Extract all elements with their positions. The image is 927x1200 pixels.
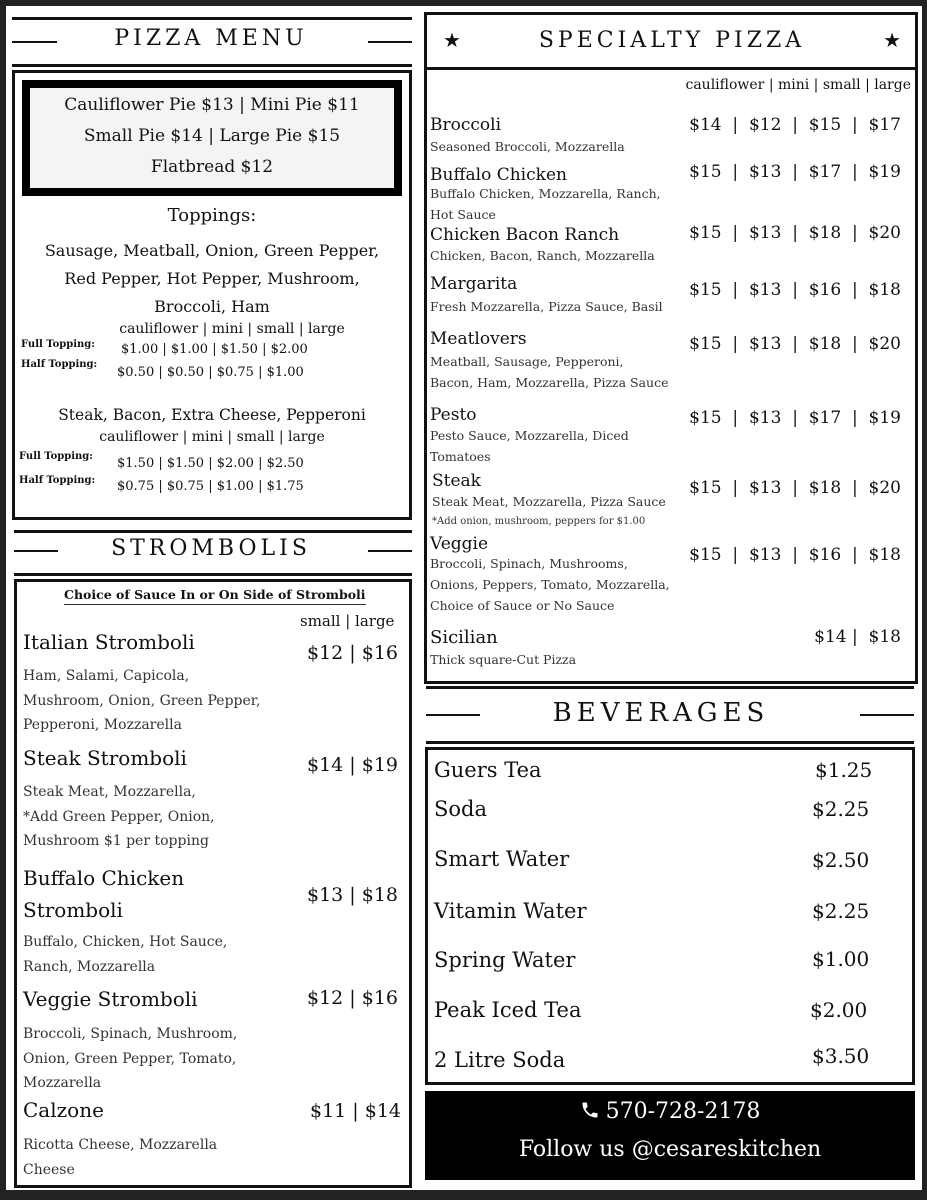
desc-line: Choice of Sauce or No Sauce bbox=[430, 598, 615, 613]
divider bbox=[426, 741, 914, 744]
divider bbox=[426, 714, 480, 716]
specialty-name: Sicilian bbox=[430, 627, 498, 648]
divider bbox=[368, 41, 412, 43]
specialty-desc bbox=[430, 553, 670, 616]
full-topping-label: Full Topping: bbox=[21, 339, 95, 350]
specialty-box bbox=[424, 67, 918, 684]
toppings-heading: Toppings: bbox=[167, 205, 257, 226]
desc-line: *Add Green Pepper, Onion, bbox=[23, 808, 215, 825]
contact-footer bbox=[425, 1091, 915, 1180]
stromboli-price: $12 | $16 bbox=[307, 642, 399, 664]
beverage-price: $3.50 bbox=[812, 1044, 870, 1068]
full-topping-label: Full Topping: bbox=[19, 451, 93, 462]
stromboli-name bbox=[23, 862, 184, 926]
premium-size-header: cauliflower | mini | small | large bbox=[99, 429, 325, 445]
half-topping-label: Half Topping: bbox=[21, 359, 98, 370]
specialty-note: *Add onion, mushroom, peppers for $1.00 bbox=[432, 516, 646, 527]
strombolis-box bbox=[14, 579, 412, 1188]
desc-line: Cheese bbox=[23, 1161, 75, 1178]
left-column bbox=[6, 6, 416, 1190]
stromboli-desc bbox=[23, 780, 215, 854]
base-price-line: Flatbread $12 bbox=[150, 157, 274, 177]
specialty-price: $14 | $18 bbox=[814, 627, 901, 647]
beverage-price: $2.00 bbox=[810, 998, 868, 1022]
stromboli-name: Calzone bbox=[23, 1098, 104, 1122]
divider bbox=[426, 686, 914, 689]
specialty-price: $15 | $13 | $16 | $18 bbox=[689, 280, 901, 300]
beverage-name: Spring Water bbox=[434, 948, 576, 972]
beverages-title: BEVERAGES bbox=[552, 698, 770, 728]
regular-toppings-list bbox=[15, 237, 409, 321]
divider bbox=[14, 550, 58, 552]
beverage-price: $1.00 bbox=[812, 947, 870, 971]
beverage-price: $2.25 bbox=[812, 797, 870, 821]
beverage-name: Peak Iced Tea bbox=[434, 998, 582, 1022]
specialty-price: $15 | $13 | $17 | $19 bbox=[689, 162, 901, 182]
desc-line: Meatball, Sausage, Pepperoni, bbox=[430, 354, 624, 369]
divider bbox=[368, 550, 412, 552]
phone-number[interactable]: 570-728-2178 bbox=[605, 1099, 761, 1124]
right-column bbox=[416, 6, 922, 1190]
desc-line: Mushroom, Onion, Green Pepper, bbox=[23, 692, 261, 709]
desc-line: Buffalo, Chicken, Hot Sauce, bbox=[23, 934, 228, 950]
desc-line: Bacon, Ham, Mozzarella, Pizza Sauce bbox=[430, 375, 669, 390]
star-icon: ★ bbox=[443, 28, 461, 52]
desc-line: Pepperoni, Mozzarella bbox=[23, 717, 182, 733]
beverage-name: Vitamin Water bbox=[434, 899, 587, 923]
desc-line: Buffalo Chicken, Mozzarella, Ranch, bbox=[430, 186, 661, 201]
specialty-price: $15 | $13 | $18 | $20 bbox=[689, 223, 901, 243]
desc-line: Thick square-Cut Pizza bbox=[430, 652, 577, 667]
desc-line: Steak Meat, Mozzarella, bbox=[23, 784, 196, 800]
beverage-name: Guers Tea bbox=[434, 758, 542, 782]
desc-line: Fresh Mozzarella, Pizza Sauce, Basil bbox=[430, 299, 663, 314]
premium-toppings-list: Steak, Bacon, Extra Cheese, Pepperoni bbox=[58, 406, 366, 424]
full-topping-prices: $1.50 | $1.50 | $2.00 | $2.50 bbox=[117, 456, 304, 471]
desc-line: Mushroom $1 per topping bbox=[23, 833, 209, 849]
stromboli-name: Italian Stromboli bbox=[23, 630, 195, 654]
beverage-name: Soda bbox=[434, 797, 487, 821]
specialty-desc bbox=[430, 351, 669, 393]
specialty-desc bbox=[430, 136, 625, 157]
desc-line: Onions, Peppers, Tomato, Mozzarella, bbox=[430, 577, 670, 592]
desc-line: Ham, Salami, Capicola, bbox=[23, 668, 190, 684]
social-handle[interactable]: Follow us @cesareskitchen bbox=[518, 1137, 822, 1162]
desc-line: Ricotta Cheese, Mozzarella bbox=[23, 1137, 218, 1153]
beverage-name: Smart Water bbox=[434, 847, 570, 871]
stromboli-price: $14 | $19 bbox=[307, 754, 399, 776]
specialty-desc bbox=[430, 425, 629, 467]
stromboli-price: $13 | $18 bbox=[307, 884, 399, 906]
specialty-price: $15 | $13 | $18 | $20 bbox=[689, 334, 901, 354]
beverages-box bbox=[425, 747, 915, 1085]
stromboli-name: Veggie Stromboli bbox=[23, 987, 198, 1011]
pizza-menu-box bbox=[12, 70, 412, 520]
beverage-name: 2 Litre Soda bbox=[434, 1048, 566, 1072]
specialty-name: Margarita bbox=[430, 274, 518, 294]
divider bbox=[14, 530, 412, 533]
stromboli-desc bbox=[23, 930, 227, 979]
specialty-name: Pesto bbox=[430, 405, 477, 425]
beverage-price: $2.50 bbox=[812, 848, 870, 872]
stromboli-desc bbox=[23, 664, 260, 738]
specialty-size-header: cauliflower | mini | small | large bbox=[685, 77, 911, 93]
full-topping-prices: $1.00 | $1.00 | $1.50 | $2.00 bbox=[121, 342, 308, 357]
phone-line bbox=[425, 1099, 915, 1126]
name-line: Buffalo Chicken bbox=[23, 866, 185, 890]
desc-line: Ranch, Mozzarella bbox=[23, 958, 156, 975]
specialty-desc bbox=[430, 183, 661, 225]
pizza-menu-title: PIZZA MENU bbox=[114, 26, 308, 51]
beverage-price: $1.25 bbox=[815, 758, 873, 782]
specialty-name: Chicken Bacon Ranch bbox=[430, 225, 620, 245]
base-price-line: Small Pie $14 | Large Pie $15 bbox=[83, 126, 341, 146]
specialty-name: Steak bbox=[432, 471, 481, 491]
stromboli-size-header: small | large bbox=[300, 612, 395, 630]
specialty-name: Meatlovers bbox=[430, 329, 527, 349]
specialty-header bbox=[424, 12, 918, 70]
specialty-price: $15 | $13 | $16 | $18 bbox=[689, 545, 901, 565]
strombolis-title: STROMBOLIS bbox=[111, 536, 311, 561]
desc-line: Steak Meat, Mozzarella, Pizza Sauce bbox=[432, 494, 666, 509]
divider bbox=[12, 64, 412, 67]
specialty-desc bbox=[430, 649, 576, 670]
half-topping-prices: $0.50 | $0.50 | $0.75 | $1.00 bbox=[117, 365, 304, 380]
specialty-title: SPECIALTY PIZZA bbox=[538, 28, 806, 53]
stromboli-price: $12 | $16 bbox=[307, 987, 399, 1009]
desc-line: Broccoli, Spinach, Mushrooms, bbox=[430, 556, 628, 571]
sauce-note: Choice of Sauce In or On Side of Stromboli bbox=[64, 587, 366, 605]
desc-line: Chicken, Bacon, Ranch, Mozzarella bbox=[430, 248, 655, 263]
half-topping-label: Half Topping: bbox=[19, 475, 96, 486]
specialty-name: Veggie bbox=[430, 534, 489, 554]
desc-line: Hot Sauce bbox=[430, 207, 496, 222]
divider bbox=[14, 573, 412, 576]
specialty-desc bbox=[432, 491, 666, 512]
specialty-name: Buffalo Chicken bbox=[430, 165, 567, 185]
divider bbox=[12, 41, 57, 43]
base-price-line: Cauliflower Pie $13 | Mini Pie $11 bbox=[64, 95, 360, 115]
stromboli-desc bbox=[23, 1133, 217, 1182]
desc-line: Seasoned Broccoli, Mozzarella bbox=[430, 139, 625, 154]
desc-line: Mozzarella bbox=[23, 1075, 102, 1091]
regular-size-header: cauliflower | mini | small | large bbox=[119, 321, 345, 337]
half-topping-prices: $0.75 | $0.75 | $1.00 | $1.75 bbox=[117, 479, 304, 494]
star-icon: ★ bbox=[883, 28, 901, 52]
base-prices-box bbox=[22, 80, 402, 196]
desc-line: Onion, Green Pepper, Tomato, bbox=[23, 1050, 237, 1067]
stromboli-price: $11 | $14 bbox=[310, 1100, 402, 1122]
specialty-desc bbox=[430, 296, 663, 317]
desc-line: Broccoli, Spinach, Mushroom, bbox=[23, 1026, 238, 1042]
name-line: Stromboli bbox=[23, 898, 123, 922]
specialty-price: $15 | $13 | $17 | $19 bbox=[689, 408, 901, 428]
desc-line: Pesto Sauce, Mozzarella, Diced bbox=[430, 428, 629, 443]
specialty-desc bbox=[430, 245, 655, 266]
toppings-line: Red Pepper, Hot Pepper, Mushroom, bbox=[64, 269, 360, 288]
toppings-line: Sausage, Meatball, Onion, Green Pepper, bbox=[44, 241, 380, 260]
divider bbox=[860, 714, 914, 716]
beverage-price: $2.25 bbox=[812, 899, 870, 923]
toppings-line: Broccoli, Ham bbox=[154, 297, 270, 316]
divider bbox=[12, 17, 412, 20]
desc-line: Tomatoes bbox=[430, 449, 491, 464]
phone-icon bbox=[580, 1100, 600, 1126]
specialty-price: $14 | $12 | $15 | $17 bbox=[689, 115, 901, 135]
specialty-name: Broccoli bbox=[430, 115, 502, 135]
specialty-price: $15 | $13 | $18 | $20 bbox=[689, 478, 901, 498]
stromboli-desc bbox=[23, 1022, 237, 1096]
stromboli-name: Steak Stromboli bbox=[23, 746, 187, 770]
